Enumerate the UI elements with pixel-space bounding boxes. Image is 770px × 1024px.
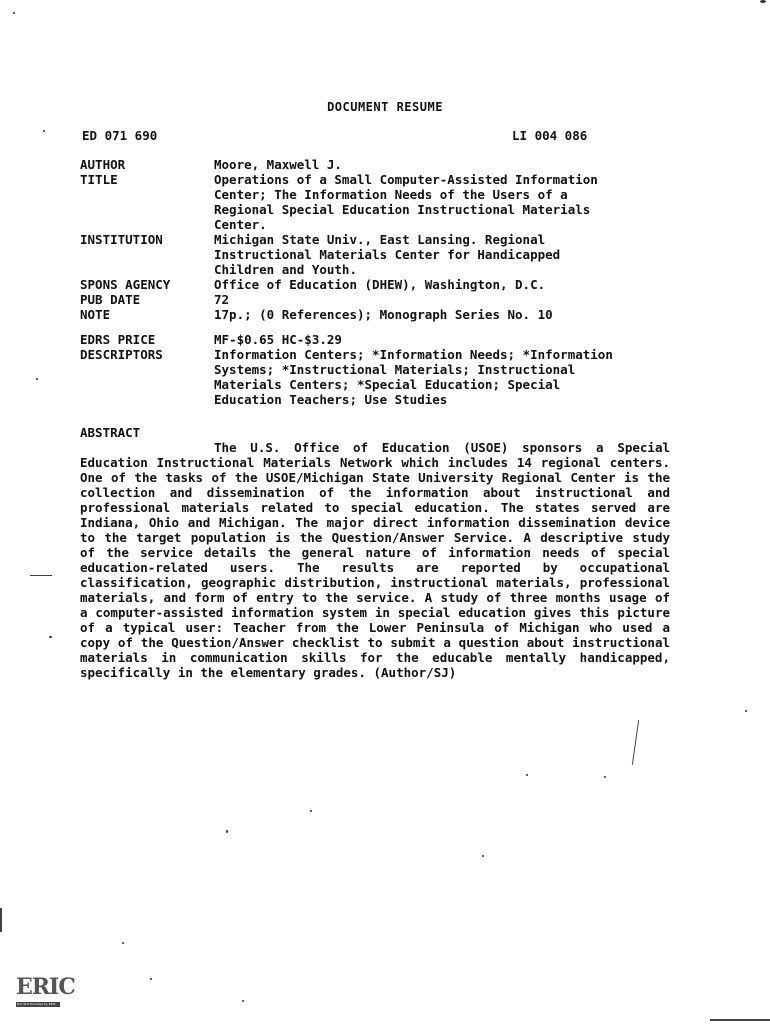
scan-speck <box>526 774 528 776</box>
scan-speck <box>122 942 124 944</box>
field-value: 72 <box>214 292 230 307</box>
field-value: Operations of a Small Computer-Assisted Information Center; The Information Needs of the Users of a Regional Special Education Instructional Materials Center. <box>214 172 598 232</box>
field-label: INSTITUTION <box>80 232 163 247</box>
eric-logo-text: ERIC <box>16 974 75 1000</box>
field-label: SPONS AGENCY <box>80 277 171 292</box>
eric-logo-tagline: Full Text Provided by ERIC <box>17 1002 56 1006</box>
field-value: Michigan State Univ., East Lansing. Regional Instructional Materials Center for Handicapped Children and Youth. <box>214 232 561 277</box>
field-label: NOTE <box>80 307 111 322</box>
field-value: 17p.; (0 References); Monograph Series No. 10 <box>214 307 553 322</box>
field-institution <box>80 232 680 277</box>
scan-speck <box>13 12 15 14</box>
field-author <box>80 157 680 172</box>
field-label: PUB DATE <box>80 292 141 307</box>
scan-speck <box>150 978 152 980</box>
scan-speck <box>242 1000 244 1002</box>
field-value: Information Centers; *Information Needs; *Information Systems; *Instructional Materials; Instructional Materials Centers; *Special Education; Special Education Teachers; Use Studies <box>214 347 613 407</box>
abstract-heading: ABSTRACT <box>80 425 141 440</box>
scan-speck <box>604 776 606 778</box>
field-pub-date <box>80 292 680 307</box>
field-note <box>80 307 680 322</box>
scan-mark <box>0 908 2 932</box>
scan-speck <box>482 855 484 857</box>
field-spons-agency <box>80 277 680 292</box>
field-value: Office of Education (DHEW), Washington, D.C. <box>214 277 546 292</box>
scan-mark <box>30 575 52 576</box>
resume-fields <box>80 157 680 407</box>
field-edrs-price <box>80 332 680 347</box>
field-label: TITLE <box>80 172 118 187</box>
scan-speck <box>36 378 38 380</box>
ed-number: ED 071 690 <box>82 128 158 143</box>
scan-speck <box>43 130 45 132</box>
eric-logo <box>14 968 75 1014</box>
field-label: EDRS PRICE <box>80 332 156 347</box>
scan-speck <box>49 636 52 638</box>
li-number: LI 004 086 <box>512 128 588 143</box>
document-title: DOCUMENT RESUME <box>327 100 443 114</box>
field-value: Moore, Maxwell J. <box>214 157 342 172</box>
scan-speck <box>760 0 766 3</box>
scan-speck <box>745 710 747 712</box>
field-value: MF-$0.65 HC-$3.29 <box>214 332 342 347</box>
scan-speck <box>226 830 228 833</box>
scan-mark <box>632 720 639 765</box>
scan-mark <box>710 1019 770 1021</box>
spacer <box>80 322 680 332</box>
field-descriptors <box>80 347 680 407</box>
abstract-body: The U.S. Office of Education (USOE) sponsors a Special Education Instructional Materials Network which includes 14 regional centers. One of the tasks of the USOE/Michigan State University Regional Center is the collection and dissemination of the information about instructional and professional materials related to special education. The states served are Indiana, Ohio and Michigan. The major direct information dissemination device to the target population is the Question/Answer Service. A descriptive study of the service details the general nature of information needs of special education-related users. The results are reported by occupational classification, geographic distribution, instructional materials, professional materials, and form of entry to the service. A study of three months usage of a computer-assisted information system in special education gives this picture of a typical user: Teacher from the Lower Peninsula of Michigan who used a copy of the Question/Answer checklist to submit a question about instructional materials in communication skills for the educable mentally handicapped, specifically in the elementary grades. (Author/SJ) <box>80 440 670 680</box>
field-title <box>80 172 680 232</box>
field-label: DESCRIPTORS <box>80 347 163 362</box>
scan-speck <box>310 810 312 812</box>
field-label: AUTHOR <box>80 157 126 172</box>
